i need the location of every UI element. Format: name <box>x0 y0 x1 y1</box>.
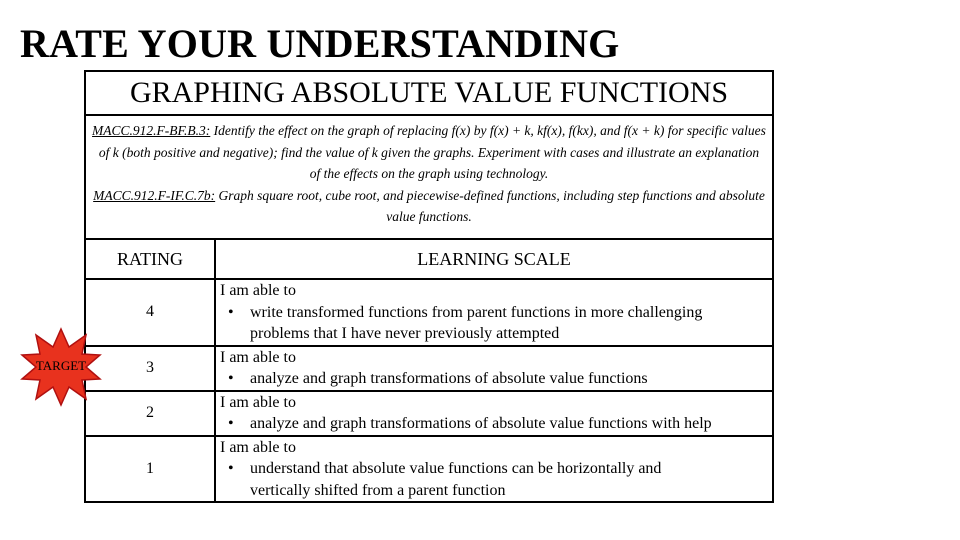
standard-text: Identify the effect on the graph of replacing f(x) by f(x) + k, kf(x), f(kx), and f(x + k) for specific values of k (both positive and negative); find the value of k given the graphs. Experiment with cases and illustrate an explanation of the effects on the graph using technology. <box>98 123 766 181</box>
table-row <box>85 436 773 503</box>
scale-description <box>215 279 773 346</box>
standard-code: MACC.912.F-IF.C.7b: <box>93 187 216 203</box>
standard-text: Graph square root, cube root, and piecewise-defined functions, including step functions and absolute value functions. <box>215 187 765 224</box>
scale-item: analyze and graph transformations of absolute value functions <box>250 370 648 387</box>
bullet: • <box>228 303 234 321</box>
rating-value: 3 <box>85 346 215 391</box>
scale-description <box>215 391 773 436</box>
rating-value: 4 <box>85 279 215 346</box>
scale-item-continued: problems that I have never previously attempted <box>250 325 560 342</box>
rating-column-header: RATING <box>85 239 215 279</box>
slide-title: RATE YOUR UNDERSTANDING <box>20 21 620 66</box>
rubric-header: GRAPHING ABSOLUTE VALUE FUNCTIONS <box>85 71 773 115</box>
scale-intro: I am able to <box>220 393 296 411</box>
bullet: • <box>228 415 234 432</box>
scale-intro: I am able to <box>220 438 296 456</box>
bullet: • <box>228 460 234 477</box>
rating-value: 2 <box>85 391 215 436</box>
target-label: TARGET <box>35 358 87 373</box>
scale-item: analyze and graph transformations of absolute value functions with help <box>250 415 712 432</box>
standard-code: MACC.912.F-BF.B.3: <box>92 123 211 138</box>
rating-value: 1 <box>85 436 215 503</box>
table-row <box>85 279 773 346</box>
scale-item: understand that absolute value functions can be horizontally and <box>250 460 662 477</box>
scale-description <box>215 436 773 503</box>
rubric-table <box>84 70 774 503</box>
scale-column-header: LEARNING SCALE <box>215 239 773 279</box>
scale-intro: I am able to <box>220 348 296 366</box>
scale-item-continued: vertically shifted from a parent function <box>250 481 506 499</box>
bullet: • <box>228 370 234 387</box>
standards-cell <box>85 115 773 239</box>
target-badge <box>20 327 102 407</box>
scale-intro: I am able to <box>220 282 296 299</box>
scale-description <box>215 346 773 391</box>
table-row <box>85 346 773 391</box>
table-row <box>85 391 773 436</box>
scale-item: write transformed functions from parent functions in more challenging <box>250 303 703 321</box>
